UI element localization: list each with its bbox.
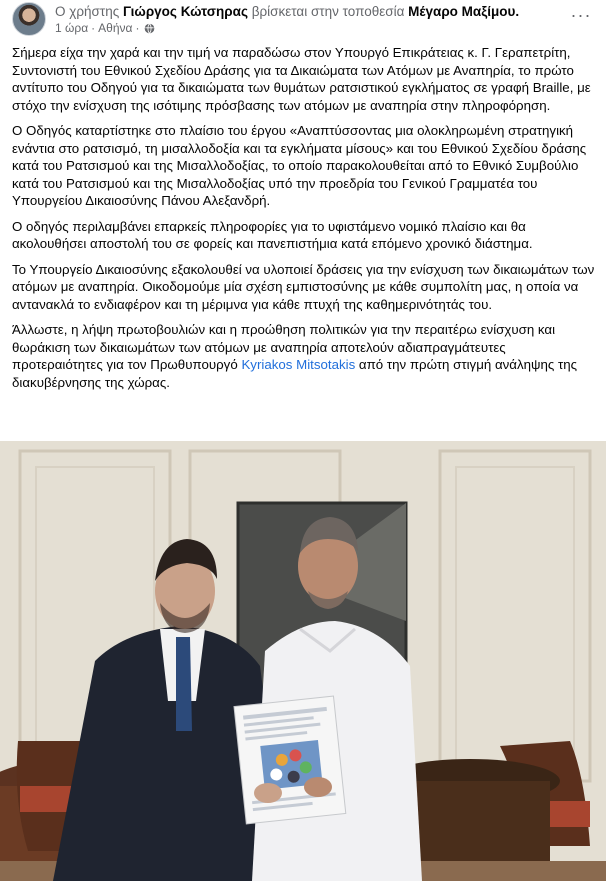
globe-icon[interactable]: [144, 23, 155, 34]
post-text: [12, 44, 596, 399]
author-name-link[interactable]: Γιώργος Κώτσηρας: [122, 4, 248, 19]
post-paragraph-5: [12, 321, 596, 391]
paragraph-5-tail: από την πρώτη στιγμή ανάληψης της διακυβέρνησης της χώρας.: [12, 357, 578, 390]
location-link[interactable]: Μέγαρο Μαξίμου.: [408, 4, 520, 19]
post-header: [0, 0, 606, 40]
author-prefix: Ο χρήστης: [55, 4, 120, 19]
profile-avatar[interactable]: [12, 2, 46, 36]
post-timestamp[interactable]: 1 ώρα: [55, 21, 89, 35]
paragraph-5-text: Άλλωστε, η λήψη πρωτοβουλιών και η προώθηση πολιτικών για την περαιτέρω ενίσχυση και θωράκιση των δικαιωμάτων των ατόμων με αναπηρία αποτελούν αδιαπραγμάτευτες προτεραιότητες για τον Πρωθυπουργό: [12, 322, 556, 372]
meta-separator: ·: [91, 21, 96, 35]
more-options-icon[interactable]: ···: [570, 4, 592, 25]
location-prefix: βρίσκεται στην τοποθεσία: [251, 4, 405, 19]
post-paragraph-2: Ο Οδηγός καταρτίστηκε στο πλαίσιο του έργου «Αναπτύσσοντας μια ολοκληρωμένη στρατηγική ενάντια στο ρατσισμό, τη μισαλλοδοξία και τα εγκλήματα μίσους» και του Εθνικού Σχεδίου δράσης κατά του Ρατσισμού και της Μισαλλοδοξίας, το οποίο παρακολουθείται από το Εθνικό Συμβούλιο κατά του Ρατσισμού και της Μισαλλοδοξίας υπό την προεδρία του Γενικού Γραμματέα του Υπουργείου Δικαιοσύνης Πάνου Αλεξανδρή.: [12, 123, 587, 208]
post-city: Αθήνα: [98, 21, 133, 35]
post-paragraph-3: Ο οδηγός περιλαμβάνει επαρκείς πληροφορίες για το υφιστάμενο νομικό πλαίσιο και θα ακολουθήσει αποστολή του σε φορείς και πανεπιστήμια κατά επόμενο χρονικό διάστημα.: [12, 218, 533, 251]
post-paragraph-1: Σήμερα είχα την χαρά και την τιμή να παραδώσω στον Υπουργό Επικράτειας κ. Γ. Γεραπετρίτη, Συντονιστή του Εθνικού Σχεδίου Δράσης για τα Δικαιώματα των Ατόμων με Αναπηρία, το πρώτο αντίτυπο του Οδηγού για τα δικαιώματα των θυμάτων ρατσιστικού εγκλήματος σε γραφή Braille, με στόχο την ενίσχυση της ισότιμης πρόσβασης των ατόμων με αναπηρία στην πληροφόρηση.: [12, 45, 591, 113]
mention-link[interactable]: Kyriakos Mitsotakis: [241, 357, 356, 372]
meta-separator-2: ·: [135, 21, 140, 35]
post-photo[interactable]: [0, 441, 606, 881]
post-meta: [55, 21, 155, 35]
post-paragraph-4: Το Υπουργείο Δικαιοσύνης εξακολουθεί να υλοποιεί δράσεις για την ενίσχυση των δικαιωμάτων των ατόμων με αναπηρία. Οικοδομούμε μία σχέση εμπιστοσύνης με κάθε συμπολίτη μας, η οποία να αντανακλά το ενδιαφέρον και τη μέριμνα για κάθε πτυχή της καθημερινότητάς του.: [12, 261, 595, 312]
post-author-line: [55, 3, 519, 20]
